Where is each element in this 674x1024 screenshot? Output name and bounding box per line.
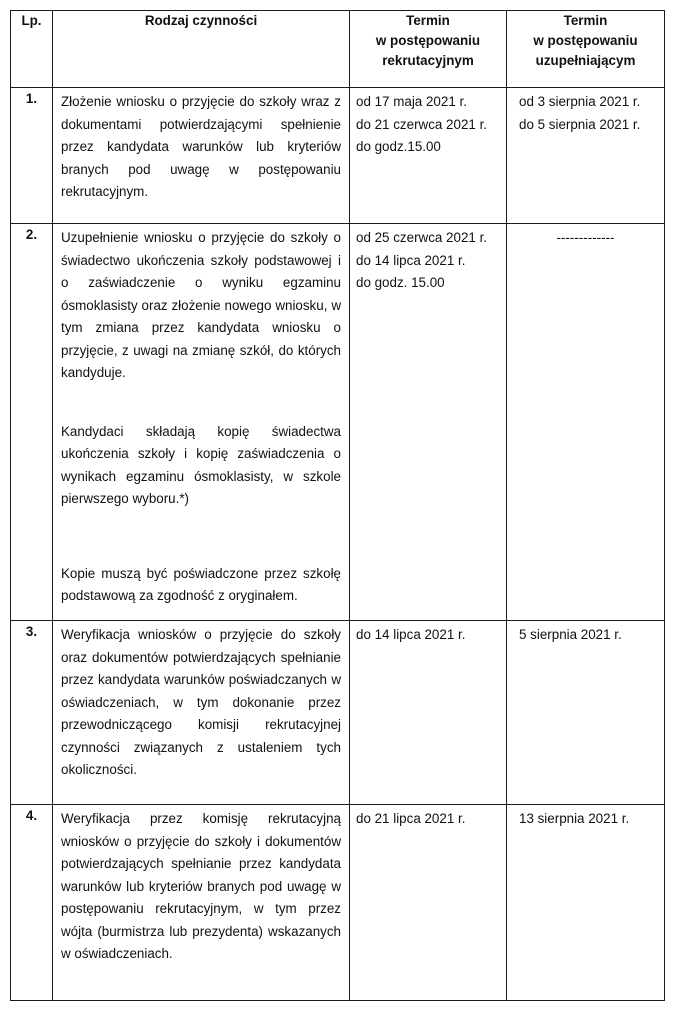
supplementary-term-cell [507, 805, 665, 1001]
activity-cell [53, 224, 350, 621]
date-line: do godz. 15.00 [356, 275, 445, 290]
header-supplementary-term [507, 11, 665, 88]
header-line: uzupełniającym [535, 53, 636, 68]
recruitment-term-cell [350, 88, 507, 224]
date-line: do 21 lipca 2021 r. [356, 811, 466, 826]
date-line: do 14 lipca 2021 r. [356, 252, 466, 268]
date-line: do 5 sierpnia 2021 r. [519, 116, 641, 132]
header-row [11, 11, 665, 88]
supplementary-term-cell [507, 621, 665, 805]
header-recruitment-term [350, 11, 507, 88]
date-line: do 21 czerwca 2021 r. [356, 116, 488, 132]
activity-paragraph: Złożenie wniosku o przyjęcie do szkoły wraz z dokumentami potwierdzającymi spełnienie przez kandydata warunków lub kryteriów branych pod uwagę w postępowaniu rekrutacyjnym. [61, 94, 341, 199]
date-line: do godz.15.00 [356, 139, 441, 154]
recruitment-term-cell [350, 224, 507, 621]
activity-cell [53, 621, 350, 805]
header-line: Termin [406, 13, 450, 28]
supplementary-term-cell [507, 88, 665, 224]
date-line: do 14 lipca 2021 r. [356, 627, 466, 642]
date-line: 13 sierpnia 2021 r. [519, 811, 630, 826]
row-number: 2. [11, 224, 53, 621]
table-row [11, 224, 665, 621]
date-line: ------------- [556, 230, 615, 245]
table-row [11, 88, 665, 224]
activity-paragraph: Weryfikacja wniosków o przyjęcie do szkoły oraz dokumentów potwierdzających spełnianie przez kandydata warunków poświadczanych w oświadczeniach, w tym dokonanie przez przewodniczącego komisji rekrutacyjnej czynności związanych z ustaleniem tych okoliczności. [61, 627, 341, 777]
table-row [11, 621, 665, 805]
activity-paragraph: Kandydaci składają kopię świadectwa ukończenia szkoły i kopię zaświadczenia o wynikach egzaminu ósmoklasisty, w szkole pierwszego wyboru.*) [61, 423, 341, 506]
date-line: od 25 czerwca 2021 r. [356, 230, 488, 245]
header-activity: Rodzaj czynności [53, 11, 350, 88]
row-number: 1. [11, 88, 53, 224]
header-line: Termin [563, 13, 608, 28]
recruitment-schedule-table [10, 10, 665, 1001]
table-row [11, 805, 665, 1001]
supplementary-term-cell [507, 224, 665, 621]
header-lp: Lp. [11, 11, 53, 88]
activity-paragraph: Uzupełnienie wniosku o przyjęcie do szkoły o świadectwo ukończenia szkoły podstawowej i o zaświadczenie o wyniku egzaminu ósmoklasisty oraz złożenie nowego wniosku, w tym zmiana przez kandydata wniosku o przyjęcie, z uwagi na zmianę szkół, do których kandyduje. [61, 230, 341, 380]
activity-paragraph: Kopie muszą być poświadczone przez szkołę podstawową za zgodność z oryginałem. [61, 565, 341, 603]
header-line: w postępowaniu [375, 33, 481, 48]
row-number: 3. [11, 621, 53, 805]
header-line: w postępowaniu [533, 33, 638, 48]
activity-paragraph: Weryfikacja przez komisję rekrutacyjną wniosków o przyjęcie do szkoły i dokumentów potwierdzających spełnianie przez kandydata warunków lub kryteriów branych pod uwagę w postępowaniu rekrutacyjnym, w tym przez wójta (burmistrza lub prezydenta) wskazanych w oświadczeniach. [61, 811, 341, 961]
header-line: rekrutacyjnym [382, 53, 474, 68]
row-number: 4. [11, 805, 53, 1001]
date-line: od 17 maja 2021 r. [356, 94, 467, 109]
date-line: od 3 sierpnia 2021 r. [519, 94, 641, 109]
activity-cell [53, 88, 350, 224]
recruitment-term-cell [350, 621, 507, 805]
activity-cell [53, 805, 350, 1001]
date-line: 5 sierpnia 2021 r. [519, 627, 622, 642]
recruitment-term-cell [350, 805, 507, 1001]
